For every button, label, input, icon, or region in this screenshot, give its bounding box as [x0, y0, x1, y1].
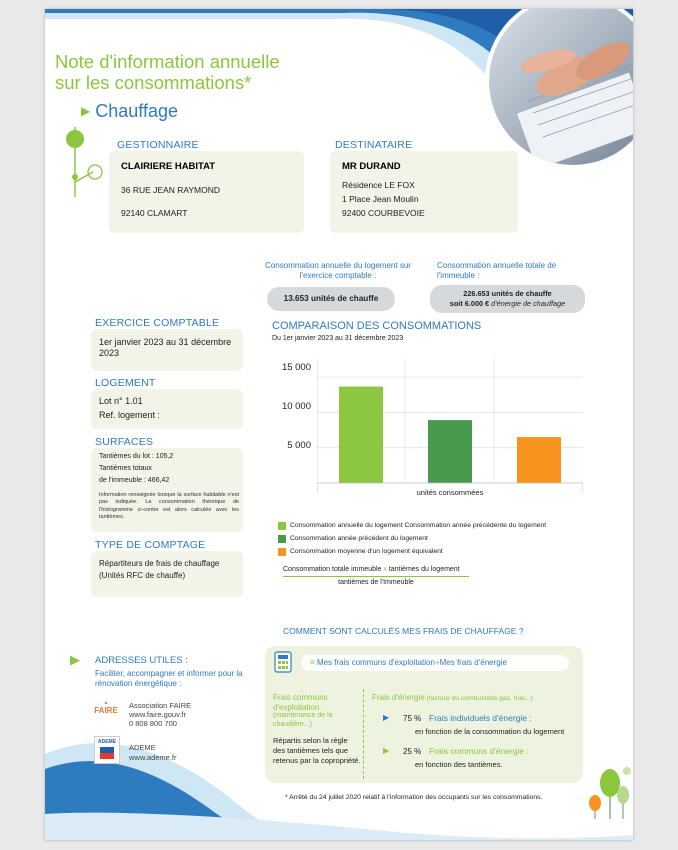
calcul-equation [301, 655, 569, 671]
adresses-heading: ADRESSES UTILES : [95, 655, 188, 666]
exercice-heading: EXERCICE COMPTABLE [95, 317, 220, 329]
x-axis-label: unités consommées [416, 488, 484, 497]
immeuble-consumption-value: 226.653 unités de chauffe [463, 289, 552, 298]
chart-plot [317, 359, 583, 499]
surfaces-note: Information renseignée lorsque la surface habitable n'est pas indiquée. La consommation théorique de l'histogramme ci-contre est alors calculée avec les tantièmes. [99, 492, 239, 521]
gestionnaire-address-1: 36 RUE JEAN RAYMOND [121, 185, 221, 195]
indiv-desc: en fonction de la consommation du logement [415, 727, 565, 736]
equation-equals: = [310, 658, 315, 667]
chart-bars [339, 387, 561, 483]
tree-illustration [59, 127, 109, 197]
ademe-web[interactable]: www.ademe.fr [129, 753, 177, 762]
frais-communs-desc: Répartis selon la règle des tantièmes tels que retenus par la copropriété. [273, 736, 361, 765]
subtitle-text: Chauffage [95, 101, 178, 121]
pct-individuels: 75 % [403, 714, 422, 723]
gestionnaire-address-2: 92140 CLAMART [121, 208, 188, 218]
legend-swatch-precedent [278, 535, 286, 543]
formula-numerator [283, 566, 460, 573]
page-title [55, 51, 280, 93]
destinataire-line-1: Résidence LE FOX [342, 180, 415, 190]
energie-title-line [372, 693, 533, 702]
immeuble-consumption-label: Consommation annuelle totale de l'immeuble : [437, 261, 557, 280]
destinataire-name: MR DURAND [342, 161, 401, 172]
logement-consumption-value: 13.653 unités de chauffe [267, 287, 395, 311]
faire-logo-text: FAIRE [94, 706, 118, 715]
destinataire-card [330, 151, 518, 233]
y-tick-10000: 10 000 [281, 401, 311, 412]
document-page [45, 9, 633, 840]
pct-communs: 25 % [403, 747, 422, 756]
formula-part-1: Consommation totale immeuble [283, 566, 382, 573]
footnote: * Arrêté du 24 juillet 2020 relatif à l'information des occupants sur les consommations. [285, 794, 543, 801]
exercice-card [91, 329, 243, 371]
keyboard-photo [483, 9, 633, 171]
arrow-right-green-icon: ▶ [383, 746, 390, 755]
destinataire-line-2: 1 Place Jean Moulin [342, 194, 419, 204]
equation-frais-communs: Mes frais communs d'exploitation [316, 658, 435, 667]
triangle-icon: ▶ [81, 104, 91, 118]
energie-title: Frais d'énergie [372, 693, 425, 702]
title-line-2: sur les consommations* [55, 72, 252, 93]
equation-plus: + [434, 658, 440, 667]
frais-communs-title: Frais communs d'exploitation [273, 693, 328, 712]
destinataire-heading: DESTINATAIRE [335, 139, 413, 151]
surfaces-tantiemes-totaux: Tantièmes totaux [99, 465, 152, 472]
destinataire-line-3: 92400 COURBEVOIE [342, 208, 425, 218]
surfaces-card [91, 448, 243, 532]
comptage-text: Répartiteurs de frais de chauffage (Unités RFC de chauffe) [99, 559, 220, 580]
communs-desc: en fonction des tantièmes. [415, 760, 503, 769]
formula-denominator: tantièmes de l'Immeuble [338, 579, 414, 586]
chart-subtitle: Du 1er janvier 2023 au 31 décembre 2023 [272, 335, 404, 342]
surfaces-tantiemes-lot: Tantièmes du lot : 105,2 [99, 453, 174, 460]
gestionnaire-heading: GESTIONNAIRE [117, 139, 199, 151]
y-tick-5000: 5 000 [287, 440, 311, 451]
legend-label-moyenne: Consommation moyenne d'un logement équivalent [290, 548, 443, 555]
bar-moyenne [517, 437, 561, 483]
formula-part-2: tantièmes du logement [388, 566, 460, 573]
faire-name: Association FAIRE [129, 701, 192, 710]
indiv-label: Frais individuels d'énergie : [429, 713, 532, 723]
faire-web[interactable]: www.faire.gouv.fr [129, 710, 186, 719]
chart-title: COMPARAISON DES CONSOMMATIONS [272, 320, 482, 332]
bar-annee-precedente [428, 420, 472, 483]
immeuble-cost-suffix: d'énergie de chauffage [489, 299, 566, 308]
exercice-text: 1er janvier 2023 au 31 décembre 2023 [99, 337, 232, 358]
legend-label-precedent: Consommation année précédent du logement [290, 535, 428, 542]
equation-frais-energie: Mes frais d'énergie [439, 658, 507, 667]
immeuble-consumption-pill [430, 285, 585, 313]
communs-label: Frais communs d'énergie : [429, 746, 529, 756]
legend-swatch-moyenne [278, 548, 286, 556]
logement-heading: LOGEMENT [95, 377, 156, 389]
adresses-triangle-icon: ▶ [70, 652, 80, 667]
calculator-icon [273, 651, 295, 675]
bar-logement [339, 387, 383, 483]
calcul-divider [363, 689, 364, 779]
arrow-right-blue-icon: ▶ [383, 713, 390, 722]
logement-ref: Ref. logement : [99, 410, 161, 420]
surfaces-heading: SURFACES [95, 436, 154, 448]
formula-divider [283, 576, 469, 577]
adresses-sub: Faciliter, accompagner et informer pour la rénovation énergétique : [95, 669, 243, 688]
title-line-1: Note d'information annuelle [55, 51, 280, 72]
calcul-heading: COMMENT SONT CALCULÉS MES FRAIS DE CHAUFFAGE ? [283, 626, 524, 636]
legend-swatch-logement [278, 522, 286, 530]
faire-phone: 0 808 800 700 [129, 719, 177, 728]
ademe-logo [94, 736, 120, 764]
logement-card [91, 389, 243, 429]
gestionnaire-name: CLAIRIERE HABITAT [121, 161, 216, 172]
faire-logo: ▲ FAIRE [94, 700, 118, 715]
ademe-logo-text: ADEME [97, 739, 117, 745]
subtitle [81, 101, 178, 122]
immeuble-cost-value: soit 6.000 € [449, 299, 490, 308]
ademe-contact [129, 743, 177, 763]
logement-consumption-label: Consommation annuelle du logement sur l'exercice comptable : [265, 261, 411, 280]
y-tick-15000: 15 000 [281, 362, 311, 373]
formula-times: x [381, 566, 389, 573]
comptage-heading: TYPE DE COMPTAGE [95, 539, 206, 551]
energie-sub: (facture du combustible gaz, fuel...) [424, 695, 533, 702]
logement-lot: Lot n° 1.01 [99, 396, 143, 406]
faire-contact [129, 701, 191, 728]
frais-communs-sub: (maintenance de la chaudière...) [273, 712, 333, 728]
comptage-card [91, 551, 243, 597]
trees-illustration [583, 749, 633, 819]
gestionnaire-card [109, 151, 304, 233]
surfaces-tantiemes-immeuble: de l'immeuble : 466,42 [99, 477, 170, 484]
legend-label-logement: Consommation annuelle du logement Consommation année précédente du logement [290, 522, 547, 529]
ademe-name: ADEME [129, 743, 156, 752]
